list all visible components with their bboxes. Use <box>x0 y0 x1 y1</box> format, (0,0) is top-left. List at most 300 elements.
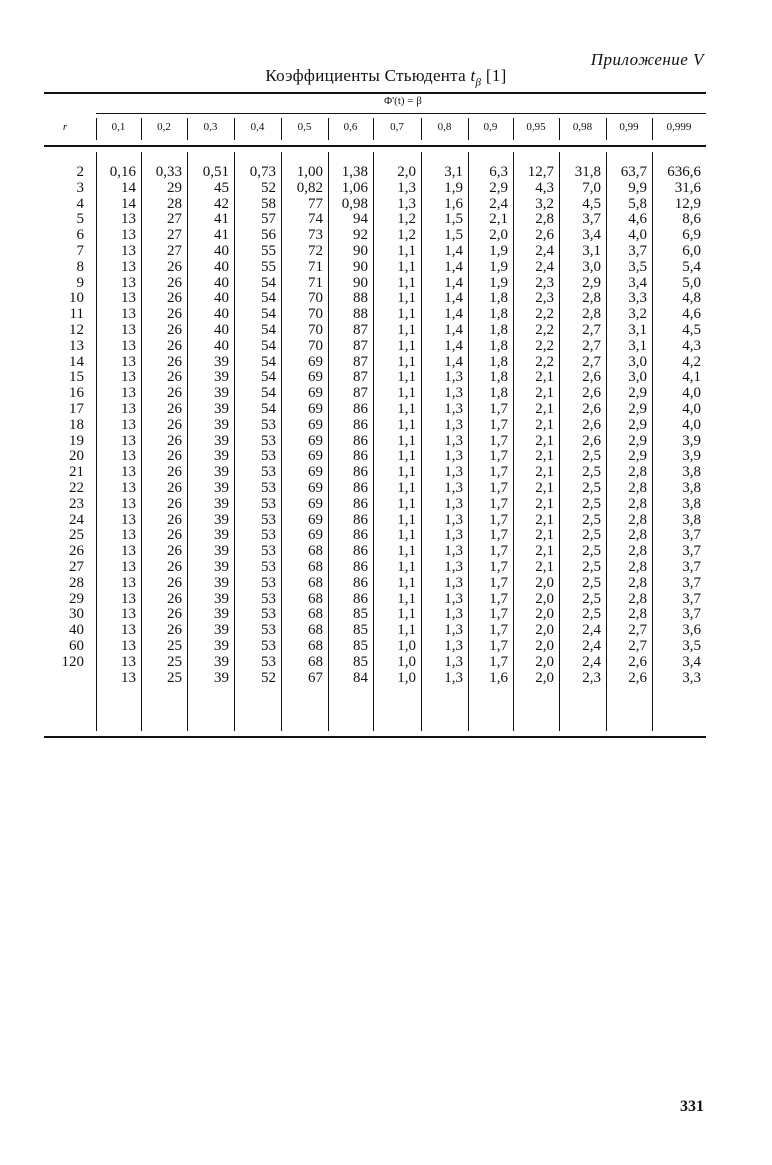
table-cell: 26 <box>167 353 182 370</box>
table-cell: 68 <box>308 590 323 607</box>
table-cell: 86 <box>353 448 368 465</box>
table-cell: 70 <box>308 306 323 323</box>
table-cell: 69 <box>308 479 323 496</box>
table-cell: 39 <box>214 448 229 465</box>
table-cell: 90 <box>353 258 368 275</box>
table-cell: 1,1 <box>397 274 416 291</box>
table-cell: 1,0 <box>397 637 416 654</box>
table-cell: 2,6 <box>582 369 601 386</box>
table-cell: 2,2 <box>535 337 554 354</box>
table-cell: 53 <box>261 622 276 639</box>
table-cell: 1,8 <box>489 321 508 338</box>
table-cell: 90 <box>353 274 368 291</box>
table-cell: 1,1 <box>397 527 416 544</box>
table-cell: 1,9 <box>489 242 508 259</box>
table-cell: 3,9 <box>682 448 701 465</box>
table-cell: 1,7 <box>489 622 508 639</box>
table-cell: 3,0 <box>582 258 601 275</box>
table-cell: 1,4 <box>444 353 463 370</box>
table-cell: 39 <box>214 590 229 607</box>
table-cell: 2,4 <box>535 242 554 259</box>
r-value: 14 <box>69 353 84 370</box>
data-column <box>653 165 701 686</box>
column-header: 0,8 <box>437 121 452 133</box>
table-cell: 40 <box>214 258 229 275</box>
table-cell: 1,5 <box>444 227 463 244</box>
table-cell: 636,6 <box>667 164 701 180</box>
table-cell: 2,2 <box>535 306 554 323</box>
data-column <box>469 165 508 686</box>
table-cell: 2,8 <box>628 574 647 591</box>
table-cell: 1,3 <box>444 464 463 481</box>
table-cell: 2,1 <box>535 385 554 402</box>
table-cell: 53 <box>261 637 276 654</box>
table-cell: 1,38 <box>341 164 368 180</box>
r-value: 18 <box>69 416 84 433</box>
header-separator <box>328 118 329 140</box>
table-cell: 1,1 <box>397 290 416 307</box>
table-cell: 56 <box>261 227 276 244</box>
table-cell: 1,3 <box>444 527 463 544</box>
table-cell: 1,3 <box>444 637 463 654</box>
table-cell: 26 <box>167 574 182 591</box>
table-cell: 3,1 <box>628 337 647 354</box>
table-cell: 13 <box>121 653 136 670</box>
r-value <box>44 671 84 687</box>
table-cell: 71 <box>308 258 323 275</box>
table-cell: 84 <box>353 669 368 686</box>
table-cell: 4,0 <box>682 385 701 402</box>
table-cell: 26 <box>167 495 182 512</box>
table-cell: 26 <box>167 511 182 528</box>
table-cell: 69 <box>308 416 323 433</box>
table-cell: 53 <box>261 558 276 575</box>
table-cell: 1,4 <box>444 337 463 354</box>
table-cell: 69 <box>308 464 323 481</box>
r-value: 10 <box>69 290 84 307</box>
table-cell: 2,0 <box>535 653 554 670</box>
table-cell: 1,7 <box>489 558 508 575</box>
table-cell: 26 <box>167 337 182 354</box>
table-cell: 53 <box>261 511 276 528</box>
table-cell: 2,6 <box>628 653 647 670</box>
table-cell: 3,0 <box>628 369 647 386</box>
table-cell: 2,1 <box>535 432 554 449</box>
r-value: 21 <box>69 464 84 481</box>
table-cell: 3,8 <box>682 479 701 496</box>
column-header: 0,2 <box>157 121 171 133</box>
table-cell: 87 <box>353 321 368 338</box>
table-cell: 86 <box>353 590 368 607</box>
table-cell: 1,1 <box>397 495 416 512</box>
table-cell: 0,73 <box>249 164 276 180</box>
table-cell: 68 <box>308 606 323 623</box>
table-cell: 42 <box>214 195 229 212</box>
table-cell: 85 <box>353 637 368 654</box>
r-value: 120 <box>61 653 84 670</box>
table-cell: 85 <box>353 622 368 639</box>
table-cell: 13 <box>121 290 136 307</box>
data-column <box>514 165 554 686</box>
table-cell: 2,6 <box>535 227 554 244</box>
table-cell: 69 <box>308 385 323 402</box>
table-cell: 40 <box>214 337 229 354</box>
table-cell: 68 <box>308 653 323 670</box>
table-cell: 1,1 <box>397 448 416 465</box>
table-cell: 2,8 <box>628 464 647 481</box>
table-cell: 9,9 <box>628 179 647 196</box>
table-cell: 1,3 <box>444 369 463 386</box>
table-cell: 1,2 <box>397 227 416 244</box>
table-cell: 4,3 <box>682 337 701 354</box>
table-cell: 2,0 <box>535 669 554 686</box>
table-cell: 69 <box>308 432 323 449</box>
table-cell: 77 <box>308 195 323 212</box>
table-cell: 39 <box>214 653 229 670</box>
column-header: 0,3 <box>203 121 218 133</box>
data-column <box>235 165 276 686</box>
top-rule <box>44 92 706 94</box>
table-cell: 53 <box>261 590 276 607</box>
table-cell: 72 <box>308 242 323 259</box>
table-cell: 1,8 <box>489 385 508 402</box>
table-cell: 1,3 <box>444 511 463 528</box>
table-cell: 45 <box>214 179 229 196</box>
r-value: 23 <box>69 495 84 512</box>
table-cell: 1,3 <box>444 653 463 670</box>
table-cell: 13 <box>121 669 136 686</box>
table-cell: 2,0 <box>397 164 416 180</box>
column-header: 0,7 <box>390 121 404 133</box>
table-cell: 1,8 <box>489 306 508 323</box>
table-cell: 1,8 <box>489 353 508 370</box>
table-cell: 1,4 <box>444 306 463 323</box>
r-value: 28 <box>69 574 84 591</box>
table-cell: 68 <box>308 637 323 654</box>
table-cell: 40 <box>214 306 229 323</box>
table-cell: 1,5 <box>444 211 463 228</box>
table-cell: 1,4 <box>444 290 463 307</box>
table-cell: 63,7 <box>620 164 647 180</box>
table-cell: 4,5 <box>582 195 601 212</box>
data-column <box>422 165 463 686</box>
title-variable: $t_\beta$ <box>470 66 482 89</box>
table-cell: 53 <box>261 653 276 670</box>
table-cell: 69 <box>308 353 323 370</box>
title-reference: [1] <box>481 66 507 85</box>
r-value: 6 <box>76 227 84 244</box>
table-cell: 2,1 <box>535 543 554 560</box>
table-cell: 2,8 <box>628 527 647 544</box>
table-cell: 71 <box>308 274 323 291</box>
table-cell: 4,0 <box>628 227 647 244</box>
table-cell: 86 <box>353 511 368 528</box>
table-cell: 39 <box>214 353 229 370</box>
table-cell: 2,5 <box>582 464 601 481</box>
column-header: 0,4 <box>250 121 265 133</box>
table-cell: 0,51 <box>202 164 229 180</box>
table-cell: 53 <box>261 448 276 465</box>
table-cell: 1,7 <box>489 464 508 481</box>
table-cell: 39 <box>214 511 229 528</box>
table-cell: 27 <box>167 227 182 244</box>
table-cell: 39 <box>214 464 229 481</box>
data-column <box>329 165 368 686</box>
table-cell: 3,4 <box>582 227 601 244</box>
r-value: 30 <box>69 606 84 623</box>
table-cell: 39 <box>214 527 229 544</box>
table-cell: 26 <box>167 416 182 433</box>
header-mid-rule <box>96 113 706 114</box>
table-cell: 2,0 <box>535 637 554 654</box>
table-cell: 0,98 <box>341 195 368 212</box>
table-cell: 2,8 <box>628 479 647 496</box>
table-cell: 1,1 <box>397 622 416 639</box>
table-cell: 26 <box>167 369 182 386</box>
table-cell: 39 <box>214 669 229 686</box>
table-cell: 40 <box>214 242 229 259</box>
table-cell: 2,8 <box>535 211 554 228</box>
table-cell: 3,2 <box>628 306 647 323</box>
data-column <box>607 165 647 686</box>
table-cell: 54 <box>261 353 276 370</box>
table-cell: 1,3 <box>444 432 463 449</box>
table-cell: 2,1 <box>535 416 554 433</box>
table-cell: 2,7 <box>628 622 647 639</box>
table-cell: 13 <box>121 242 136 259</box>
table-cell: 2,7 <box>628 637 647 654</box>
table-cell: 25 <box>167 653 182 670</box>
table-cell: 87 <box>353 337 368 354</box>
table-cell: 2,0 <box>535 606 554 623</box>
table-cell: 26 <box>167 558 182 575</box>
header-separator <box>652 118 653 140</box>
table-cell: 1,3 <box>444 385 463 402</box>
table-cell: 26 <box>167 479 182 496</box>
table-cell: 4,6 <box>682 306 701 323</box>
table-cell: 70 <box>308 290 323 307</box>
header-separator <box>421 118 422 140</box>
table-cell: 13 <box>121 464 136 481</box>
table-cell: 1,7 <box>489 574 508 591</box>
data-column <box>142 165 182 686</box>
table-cell: 1,1 <box>397 385 416 402</box>
table-cell: 14 <box>121 179 136 196</box>
table-cell: 3,3 <box>628 290 647 307</box>
table-cell: 2,1 <box>535 527 554 544</box>
table-cell: 2,3 <box>535 274 554 291</box>
r-value: 60 <box>69 637 84 654</box>
table-cell: 54 <box>261 400 276 417</box>
table-cell: 2,2 <box>535 353 554 370</box>
table-cell: 41 <box>214 211 229 228</box>
column-header: 0,99 <box>619 121 639 133</box>
r-value: 27 <box>69 558 84 575</box>
table-cell: 1,7 <box>489 400 508 417</box>
table-cell: 39 <box>214 495 229 512</box>
table-cell: 86 <box>353 400 368 417</box>
table-cell: 26 <box>167 306 182 323</box>
table-cell: 52 <box>261 179 276 196</box>
table-cell: 1,7 <box>489 416 508 433</box>
table-cell: 1,6 <box>444 195 463 212</box>
table-cell: 92 <box>353 227 368 244</box>
table-cell: 3,7 <box>682 527 701 544</box>
table-cell: 13 <box>121 558 136 575</box>
table-cell: 1,1 <box>397 321 416 338</box>
table-cell: 26 <box>167 606 182 623</box>
table-cell: 13 <box>121 258 136 275</box>
table-cell: 6,3 <box>489 164 508 180</box>
table-cell: 2,1 <box>535 464 554 481</box>
table-cell: 2,5 <box>582 495 601 512</box>
table-cell: 69 <box>308 400 323 417</box>
table-cell: 2,9 <box>628 448 647 465</box>
table-cell: 54 <box>261 321 276 338</box>
table-cell: 39 <box>214 432 229 449</box>
table-cell: 12,7 <box>527 164 554 180</box>
table-cell: 1,9 <box>444 179 463 196</box>
table-cell: 26 <box>167 258 182 275</box>
table-cell: 86 <box>353 543 368 560</box>
table-cell: 2,8 <box>582 306 601 323</box>
table-cell: 2,6 <box>628 669 647 686</box>
table-cell: 5,0 <box>682 274 701 291</box>
table-cell: 39 <box>214 574 229 591</box>
table-cell: 13 <box>121 337 136 354</box>
table-cell: 2,8 <box>628 511 647 528</box>
table-cell: 1,0 <box>397 653 416 670</box>
table-cell: 4,1 <box>682 369 701 386</box>
table-cell: 27 <box>167 242 182 259</box>
header-separator <box>606 118 607 140</box>
table-cell: 25 <box>167 669 182 686</box>
table-cell: 26 <box>167 527 182 544</box>
table-cell: 3,0 <box>628 353 647 370</box>
r-value: 13 <box>69 337 84 354</box>
table-cell: 69 <box>308 369 323 386</box>
table-cell: 1,1 <box>397 416 416 433</box>
table-cell: 1,1 <box>397 574 416 591</box>
table-cell: 3,7 <box>682 590 701 607</box>
table-cell: 53 <box>261 479 276 496</box>
table-cell: 40 <box>214 321 229 338</box>
table-cell: 13 <box>121 274 136 291</box>
table-cell: 39 <box>214 558 229 575</box>
table-cell: 1,4 <box>444 242 463 259</box>
table-cell: 70 <box>308 321 323 338</box>
r-value: 25 <box>69 527 84 544</box>
r-column <box>44 165 84 686</box>
table-cell: 2,9 <box>628 416 647 433</box>
table-cell: 4,3 <box>535 179 554 196</box>
table-cell: 69 <box>308 511 323 528</box>
table-cell: 1,1 <box>397 432 416 449</box>
table-cell: 2,0 <box>535 622 554 639</box>
table-cell: 2,6 <box>582 400 601 417</box>
table-cell: 2,1 <box>535 400 554 417</box>
bottom-rule <box>44 736 706 738</box>
r-value: 16 <box>69 385 84 402</box>
table-cell: 86 <box>353 464 368 481</box>
table-cell: 1,7 <box>489 495 508 512</box>
table-cell: 3,1 <box>628 321 647 338</box>
table-cell: 3,1 <box>444 164 463 180</box>
table-cell: 2,5 <box>582 574 601 591</box>
table-cell: 69 <box>308 495 323 512</box>
table-cell: 2,9 <box>582 274 601 291</box>
table-cell: 3,9 <box>682 432 701 449</box>
table-cell: 39 <box>214 416 229 433</box>
table-cell: 26 <box>167 622 182 639</box>
table-cell: 13 <box>121 369 136 386</box>
table-cell: 53 <box>261 527 276 544</box>
header-separator <box>468 118 469 140</box>
header-bottom-rule <box>44 145 706 147</box>
column-header: 0,9 <box>483 121 498 133</box>
table-cell: 39 <box>214 400 229 417</box>
table-cell: 2,5 <box>582 543 601 560</box>
table-cell: 2,9 <box>489 179 508 196</box>
table-cell: 1,3 <box>444 448 463 465</box>
table-cell: 26 <box>167 432 182 449</box>
table-cell: 4,0 <box>682 400 701 417</box>
table-cell: 1,7 <box>489 543 508 560</box>
table-cell: 2,1 <box>535 369 554 386</box>
table-cell: 26 <box>167 400 182 417</box>
table-cell: 5,8 <box>628 195 647 212</box>
page-number: 331 <box>680 1098 704 1115</box>
appendix-label: Приложение V <box>590 50 704 69</box>
table-cell: 1,1 <box>397 606 416 623</box>
table-cell: 2,5 <box>582 590 601 607</box>
table-cell: 2,2 <box>535 321 554 338</box>
table-cell: 1,7 <box>489 527 508 544</box>
table-cell: 3,5 <box>628 258 647 275</box>
table-cell: 25 <box>167 637 182 654</box>
table-cell: 26 <box>167 321 182 338</box>
table-cell: 28 <box>167 195 182 212</box>
table-cell: 88 <box>353 306 368 323</box>
table-cell: 86 <box>353 479 368 496</box>
table-cell: 1,9 <box>489 274 508 291</box>
table-cell: 2,0 <box>535 590 554 607</box>
table-cell: 12,9 <box>674 195 701 212</box>
table-cell: 87 <box>353 353 368 370</box>
table-cell: 2,7 <box>582 337 601 354</box>
table-cell: 1,3 <box>444 622 463 639</box>
table-cell: 1,3 <box>444 606 463 623</box>
table-cell: 1,7 <box>489 511 508 528</box>
table-cell: 2,8 <box>628 543 647 560</box>
table-cell: 2,1 <box>535 558 554 575</box>
table-cell: 2,1 <box>489 211 508 228</box>
table-cell: 27 <box>167 211 182 228</box>
table-cell: 2,1 <box>535 511 554 528</box>
table-cell: 85 <box>353 653 368 670</box>
table-cell: 13 <box>121 622 136 639</box>
table-cell: 70 <box>308 337 323 354</box>
table-cell: 0,16 <box>109 164 136 180</box>
table-cell: 1,8 <box>489 290 508 307</box>
table-cell: 69 <box>308 527 323 544</box>
table-cell: 2,8 <box>628 606 647 623</box>
table-cell: 90 <box>353 242 368 259</box>
r-value: 4 <box>76 195 84 212</box>
table-cell: 1,1 <box>397 369 416 386</box>
table-cell: 31,6 <box>674 179 701 196</box>
table-cell: 2,3 <box>535 290 554 307</box>
